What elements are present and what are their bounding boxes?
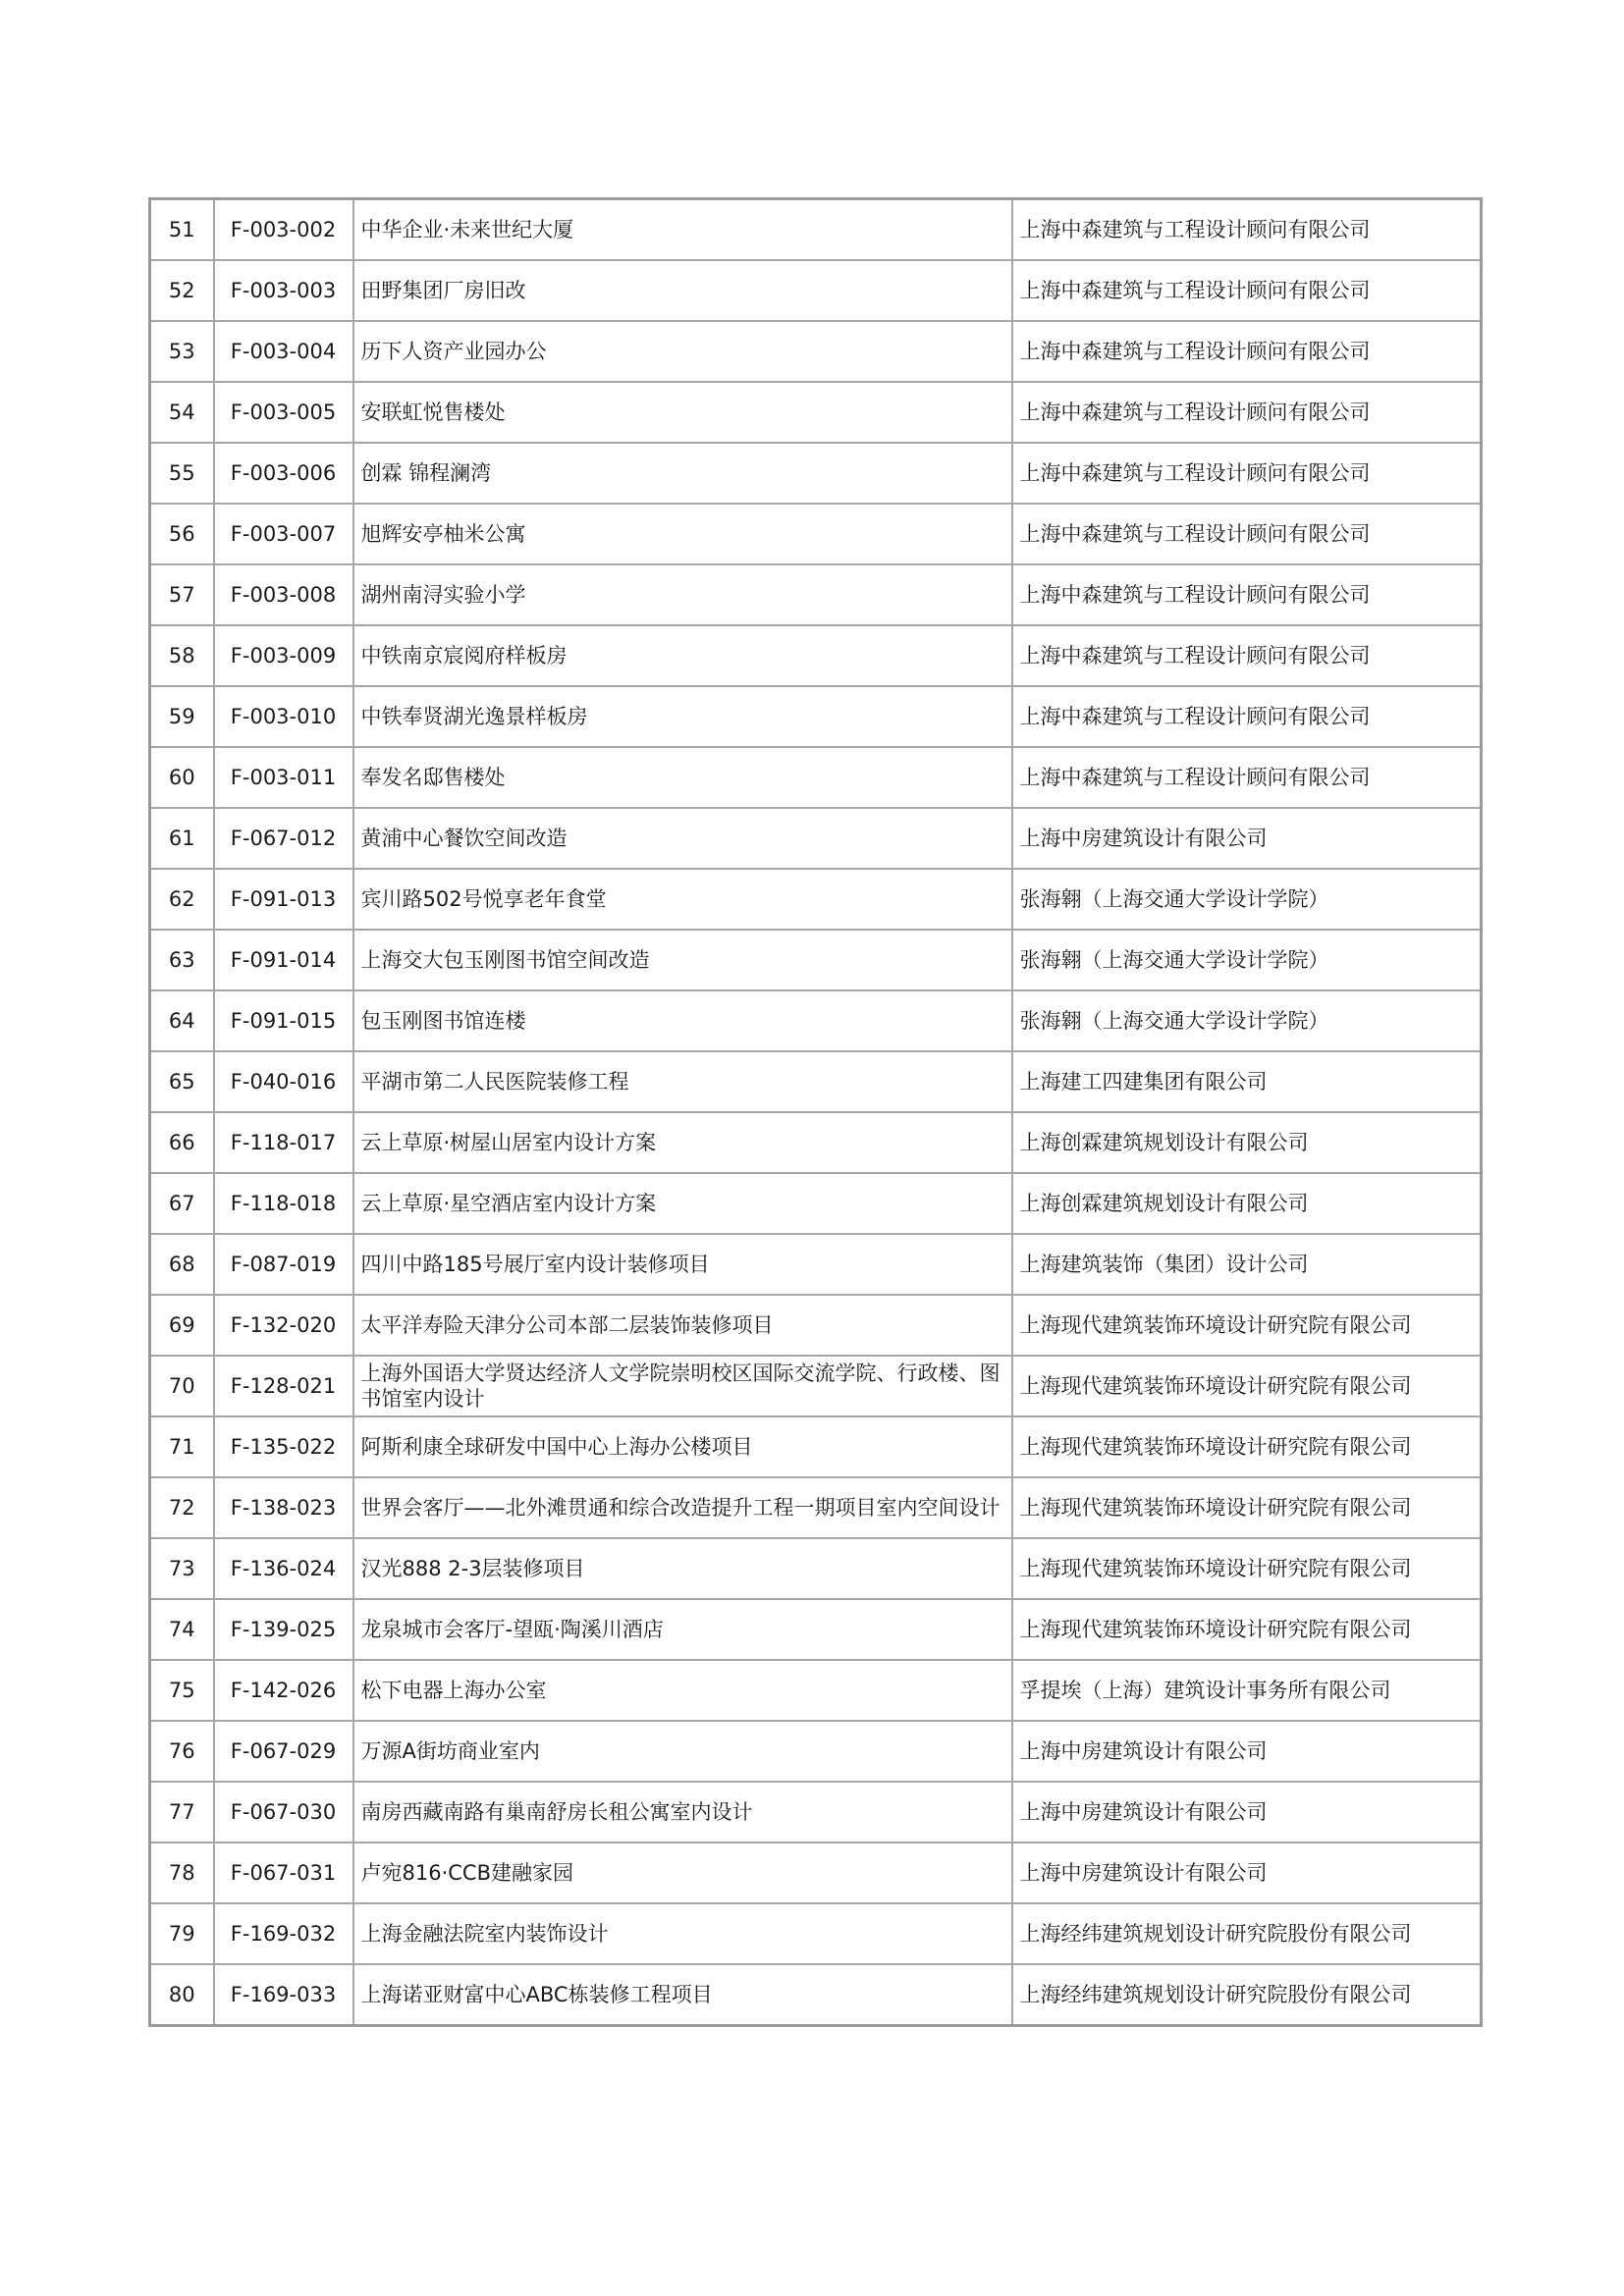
entry-code-cell: F-118-018 (214, 1173, 353, 1234)
entry-code-cell: F-067-030 (214, 1782, 353, 1842)
table-row (150, 1356, 1482, 1416)
entry-code-cell: F-091-015 (214, 990, 353, 1051)
entry-number-cell: 60 (150, 747, 214, 808)
table-row (150, 930, 1482, 990)
table-row (150, 504, 1482, 564)
entry-code-cell: F-040-016 (214, 1051, 353, 1112)
entry-number-cell: 68 (150, 1234, 214, 1295)
entry-number-cell: 56 (150, 504, 214, 564)
table-row (150, 564, 1482, 625)
project-name-cell: 南房西藏南路有巢南舒房长租公寓室内设计 (353, 1782, 1012, 1842)
company-name-cell: 上海经纬建筑规划设计研究院股份有限公司 (1012, 1903, 1482, 1964)
table-row (150, 1782, 1482, 1842)
project-name-cell: 上海交大包玉刚图书馆空间改造 (353, 930, 1012, 990)
company-name-cell: 张海翱（上海交通大学设计学院） (1012, 990, 1482, 1051)
project-name-cell: 上海金融法院室内装饰设计 (353, 1903, 1012, 1964)
project-name-cell: 宾川路502号悦享老年食堂 (353, 869, 1012, 930)
project-name-cell: 万源A街坊商业室内 (353, 1721, 1012, 1782)
project-name-cell: 创霖 锦程澜湾 (353, 443, 1012, 504)
company-name-cell: 上海中房建筑设计有限公司 (1012, 1842, 1482, 1903)
entry-code-cell: F-139-025 (214, 1599, 353, 1660)
entry-code-cell: F-003-010 (214, 686, 353, 747)
table-row (150, 1051, 1482, 1112)
company-name-cell: 上海现代建筑装饰环境设计研究院有限公司 (1012, 1538, 1482, 1599)
company-name-cell: 上海现代建筑装饰环境设计研究院有限公司 (1012, 1295, 1482, 1356)
entry-code-cell: F-136-024 (214, 1538, 353, 1599)
entry-code-cell: F-091-013 (214, 869, 353, 930)
company-name-cell: 上海建工四建集团有限公司 (1012, 1051, 1482, 1112)
table-row (150, 1660, 1482, 1721)
entry-number-cell: 70 (150, 1356, 214, 1416)
entry-code-cell: F-003-011 (214, 747, 353, 808)
project-name-cell: 世界会客厅——北外滩贯通和综合改造提升工程一期项目室内空间设计 (353, 1477, 1012, 1538)
project-name-cell: 阿斯利康全球研发中国中心上海办公楼项目 (353, 1416, 1012, 1477)
entry-code-cell: F-003-005 (214, 382, 353, 443)
table-row (150, 1295, 1482, 1356)
entry-number-cell: 52 (150, 260, 214, 321)
company-name-cell: 上海中房建筑设计有限公司 (1012, 1782, 1482, 1842)
entry-code-cell: F-003-007 (214, 504, 353, 564)
entry-number-cell: 73 (150, 1538, 214, 1599)
entry-code-cell: F-003-006 (214, 443, 353, 504)
entry-number-cell: 57 (150, 564, 214, 625)
project-name-cell: 旭辉安亭柚米公寓 (353, 504, 1012, 564)
entry-code-cell: F-169-032 (214, 1903, 353, 1964)
entry-number-cell: 69 (150, 1295, 214, 1356)
company-name-cell: 上海建筑装饰（集团）设计公司 (1012, 1234, 1482, 1295)
project-name-cell: 黄浦中心餐饮空间改造 (353, 808, 1012, 869)
project-name-cell: 松下电器上海办公室 (353, 1660, 1012, 1721)
project-name-cell: 上海诺亚财富中心ABC栋装修工程项目 (353, 1964, 1012, 2026)
table-row (150, 1416, 1482, 1477)
project-name-cell: 四川中路185号展厅室内设计装修项目 (353, 1234, 1012, 1295)
entry-code-cell: F-128-021 (214, 1356, 353, 1416)
table-row (150, 1842, 1482, 1903)
project-name-cell: 上海外国语大学贤达经济人文学院崇明校区国际交流学院、行政楼、图书馆室内设计 (353, 1356, 1012, 1416)
table-row (150, 686, 1482, 747)
entry-code-cell: F-067-012 (214, 808, 353, 869)
table-row (150, 260, 1482, 321)
project-name-cell: 历下人资产业园办公 (353, 321, 1012, 382)
table-row (150, 382, 1482, 443)
project-name-cell: 包玉刚图书馆连楼 (353, 990, 1012, 1051)
table-row (150, 869, 1482, 930)
entry-number-cell: 71 (150, 1416, 214, 1477)
company-name-cell: 上海现代建筑装饰环境设计研究院有限公司 (1012, 1356, 1482, 1416)
company-name-cell: 上海创霖建筑规划设计有限公司 (1012, 1173, 1482, 1234)
company-name-cell: 上海中森建筑与工程设计顾问有限公司 (1012, 564, 1482, 625)
table-row (150, 1599, 1482, 1660)
company-name-cell: 上海中森建筑与工程设计顾问有限公司 (1012, 747, 1482, 808)
project-name-cell: 中铁南京宸阅府样板房 (353, 625, 1012, 686)
company-name-cell: 上海中森建筑与工程设计顾问有限公司 (1012, 321, 1482, 382)
company-name-cell: 上海中森建筑与工程设计顾问有限公司 (1012, 199, 1482, 261)
award-list-table (148, 197, 1483, 2027)
entry-number-cell: 77 (150, 1782, 214, 1842)
entry-number-cell: 75 (150, 1660, 214, 1721)
entry-code-cell: F-003-002 (214, 199, 353, 261)
company-name-cell: 孚提埃（上海）建筑设计事务所有限公司 (1012, 1660, 1482, 1721)
project-name-cell: 田野集团厂房旧改 (353, 260, 1012, 321)
company-name-cell: 张海翱（上海交通大学设计学院） (1012, 869, 1482, 930)
entry-number-cell: 64 (150, 990, 214, 1051)
company-name-cell: 上海经纬建筑规划设计研究院股份有限公司 (1012, 1964, 1482, 2026)
company-name-cell: 上海中森建筑与工程设计顾问有限公司 (1012, 443, 1482, 504)
entry-code-cell: F-003-008 (214, 564, 353, 625)
project-name-cell: 湖州南浔实验小学 (353, 564, 1012, 625)
table-row (150, 625, 1482, 686)
table-row (150, 808, 1482, 869)
project-name-cell: 中华企业·未来世纪大厦 (353, 199, 1012, 261)
entry-code-cell: F-091-014 (214, 930, 353, 990)
entry-number-cell: 51 (150, 199, 214, 261)
table-row (150, 1173, 1482, 1234)
entry-number-cell: 66 (150, 1112, 214, 1173)
entry-number-cell: 58 (150, 625, 214, 686)
table-body (150, 199, 1482, 2026)
table-row (150, 443, 1482, 504)
table-row (150, 1964, 1482, 2026)
table-row (150, 990, 1482, 1051)
company-name-cell: 上海创霖建筑规划设计有限公司 (1012, 1112, 1482, 1173)
entry-number-cell: 78 (150, 1842, 214, 1903)
entry-number-cell: 55 (150, 443, 214, 504)
entry-number-cell: 79 (150, 1903, 214, 1964)
project-name-cell: 云上草原·树屋山居室内设计方案 (353, 1112, 1012, 1173)
entry-code-cell: F-003-004 (214, 321, 353, 382)
company-name-cell: 上海中森建筑与工程设计顾问有限公司 (1012, 382, 1482, 443)
entry-code-cell: F-118-017 (214, 1112, 353, 1173)
table-row (150, 1234, 1482, 1295)
company-name-cell: 上海中森建筑与工程设计顾问有限公司 (1012, 686, 1482, 747)
entry-code-cell: F-132-020 (214, 1295, 353, 1356)
table-row (150, 199, 1482, 261)
entry-number-cell: 67 (150, 1173, 214, 1234)
entry-number-cell: 65 (150, 1051, 214, 1112)
project-name-cell: 太平洋寿险天津分公司本部二层装饰装修项目 (353, 1295, 1012, 1356)
company-name-cell: 上海中森建筑与工程设计顾问有限公司 (1012, 504, 1482, 564)
entry-number-cell: 80 (150, 1964, 214, 2026)
entry-number-cell: 76 (150, 1721, 214, 1782)
company-name-cell: 上海现代建筑装饰环境设计研究院有限公司 (1012, 1477, 1482, 1538)
company-name-cell: 上海中森建筑与工程设计顾问有限公司 (1012, 625, 1482, 686)
entry-code-cell: F-067-031 (214, 1842, 353, 1903)
project-name-cell: 云上草原·星空酒店室内设计方案 (353, 1173, 1012, 1234)
table-row (150, 1903, 1482, 1964)
company-name-cell: 上海现代建筑装饰环境设计研究院有限公司 (1012, 1599, 1482, 1660)
entry-code-cell: F-003-003 (214, 260, 353, 321)
entry-number-cell: 61 (150, 808, 214, 869)
entry-number-cell: 74 (150, 1599, 214, 1660)
project-name-cell: 平湖市第二人民医院装修工程 (353, 1051, 1012, 1112)
entry-number-cell: 72 (150, 1477, 214, 1538)
table-row (150, 1538, 1482, 1599)
project-name-cell: 卢宛816·CCB建融家园 (353, 1842, 1012, 1903)
entry-code-cell: F-003-009 (214, 625, 353, 686)
entry-code-cell: F-138-023 (214, 1477, 353, 1538)
company-name-cell: 上海中房建筑设计有限公司 (1012, 808, 1482, 869)
table-row (150, 1112, 1482, 1173)
entry-number-cell: 53 (150, 321, 214, 382)
company-name-cell: 上海中森建筑与工程设计顾问有限公司 (1012, 260, 1482, 321)
entry-number-cell: 59 (150, 686, 214, 747)
table-row (150, 321, 1482, 382)
entry-code-cell: F-169-033 (214, 1964, 353, 2026)
entry-number-cell: 62 (150, 869, 214, 930)
company-name-cell: 上海现代建筑装饰环境设计研究院有限公司 (1012, 1416, 1482, 1477)
table-row (150, 747, 1482, 808)
entry-code-cell: F-135-022 (214, 1416, 353, 1477)
project-name-cell: 中铁奉贤湖光逸景样板房 (353, 686, 1012, 747)
project-name-cell: 龙泉城市会客厅-望瓯·陶溪川酒店 (353, 1599, 1012, 1660)
project-name-cell: 奉发名邸售楼处 (353, 747, 1012, 808)
entry-code-cell: F-142-026 (214, 1660, 353, 1721)
entry-number-cell: 54 (150, 382, 214, 443)
company-name-cell: 上海中房建筑设计有限公司 (1012, 1721, 1482, 1782)
project-name-cell: 汉光888 2-3层装修项目 (353, 1538, 1012, 1599)
table-row (150, 1477, 1482, 1538)
entry-code-cell: F-067-029 (214, 1721, 353, 1782)
entry-code-cell: F-087-019 (214, 1234, 353, 1295)
entry-number-cell: 63 (150, 930, 214, 990)
company-name-cell: 张海翱（上海交通大学设计学院） (1012, 930, 1482, 990)
project-name-cell: 安联虹悦售楼处 (353, 382, 1012, 443)
table-row (150, 1721, 1482, 1782)
